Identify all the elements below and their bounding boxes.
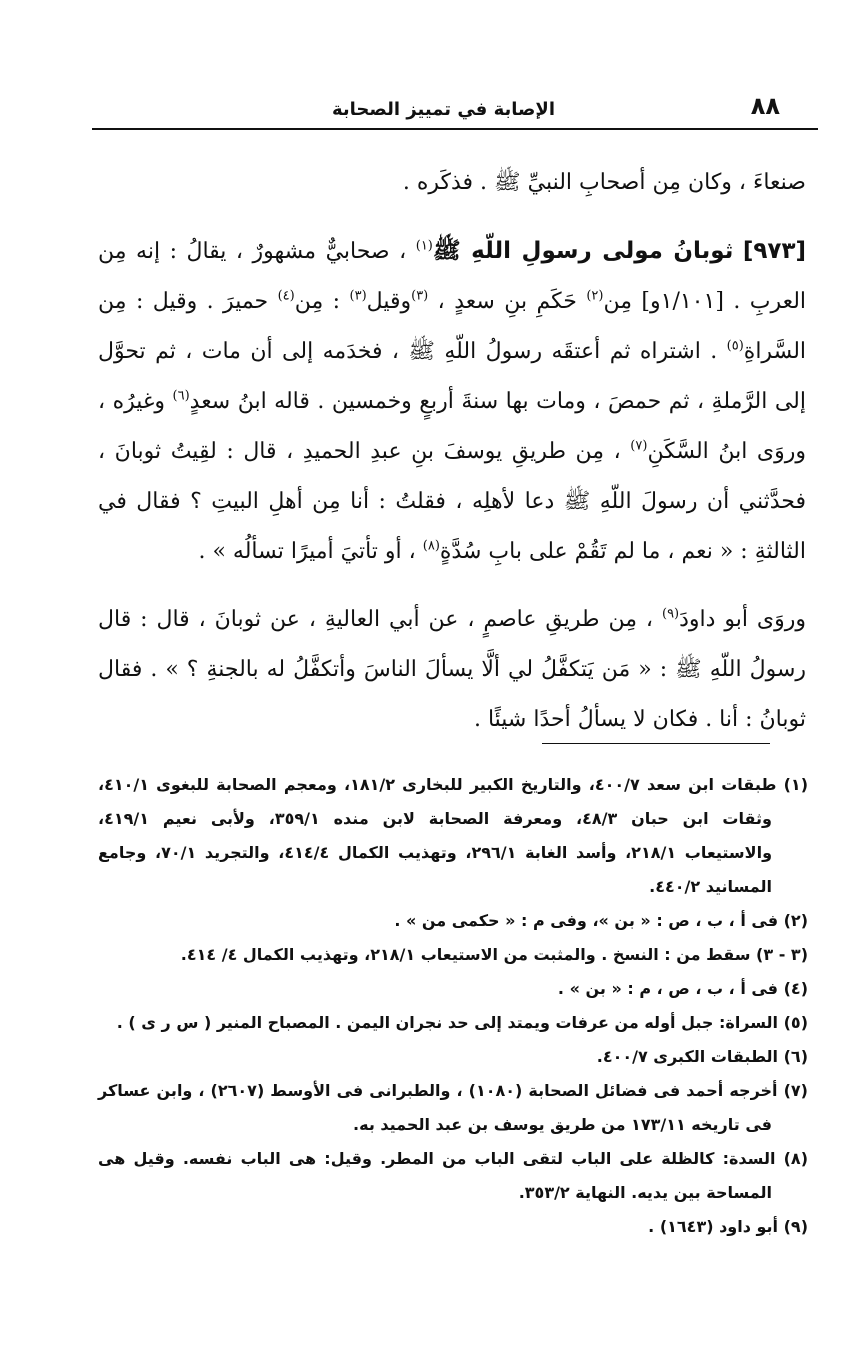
footnote-6: (٦) الطبقات الكبرى ٤٠٠/٧.	[596, 1047, 808, 1066]
footnote-3: (٣ - ٣) سقط من : النسخ . والمثبت من الاستيعاب ٢١٨/١، وتهذيب الكمال ٤/ ٤١٤.	[180, 945, 808, 964]
paragraph-3-text: ، مِن طريقِ عاصمٍ ، عن أبي العاليةِ ، عن ثوبانَ ، قال : قال رسولُ اللّهِ ﷺ : « مَن يَتكفَّلُ لي ألَّا يسألَ الناسَ وأتكفَّلُ له بالجنةِ ؟ » . فقال ثوبانُ : أنا . فكان لا يسألُ أحدًا شيئًا .	[98, 607, 806, 732]
footnote-7: (٧) أخرجه أحمد فى فضائل الصحابة (١٠٨٠) ، والطبرانى فى الأوسط (٢٦٠٧) ، وابن عساكر فى تاريخه ١٧٣/١١ من طريق يوسف بن عبد الحميد به.	[98, 1081, 808, 1134]
entry-name: ثوبانُ مولى رسولِ اللّهِ ﷺ	[432, 238, 734, 264]
entry-text: ، أو تأتيَ أميرًا تسألُه » .	[198, 539, 416, 564]
footnote-ref-6[interactable]: (٦)	[172, 388, 190, 404]
paragraph-3-text: وروَى أبو داودَ	[679, 607, 806, 632]
main-text	[98, 158, 806, 745]
page-header	[92, 80, 818, 120]
footnote-ref-7[interactable]: (٧)	[630, 438, 648, 454]
entry-text: . اشتراه ثم أعتقَه رسولُ اللّهِ ﷺ ، فخدَمه إلى أن مات ، ثم تحوَّل إلى الرَّملةِ ، ثم حمصَ ، ومات بها سنةَ أربعٍ وخمسين . قاله ابنُ سعدٍ	[98, 339, 806, 414]
footnote-2: (٢) فى أ ، ب ، ص : « بن »، وفى م : « حكمى من » .	[394, 911, 808, 930]
paragraph-3	[98, 595, 806, 745]
footnote-ref-1[interactable]: (١)	[415, 238, 433, 254]
footnote-5: (٥) السراة: جبل أوله من عرفات ويمتد إلى حد نجران اليمن . المصباح المنير ( س ر ى ) .	[116, 1013, 808, 1032]
footnote-separator	[542, 743, 770, 744]
entry-text: وغيرُه ، وروَى ابنُ السَّكَنِ	[98, 389, 806, 464]
footnote-ref-3-end[interactable]: (٣)	[349, 288, 367, 304]
entry-text: حَكَمِ بنِ سعدٍ ،	[437, 289, 577, 314]
entry-text: ، صحابيٌّ مشهورٌ ، يقالُ : إنه مِن العربِ . [١/١٠١و] مِن	[98, 239, 807, 314]
footnote-ref-5[interactable]: (٥)	[726, 338, 744, 354]
footnote-ref-3[interactable]: (٣)	[411, 288, 429, 304]
footnote-8: (٨) السدة: كالظلة على الباب لتقى الباب من المطر. وقيل: هى الباب نفسه. وقيل هى المساحة بين يديه. النهاية ٣٥٣/٢.	[98, 1149, 808, 1202]
footnote-ref-9[interactable]: (٩)	[661, 606, 680, 622]
footnote-ref-2[interactable]: (٢)	[586, 288, 604, 304]
footnote-ref-4[interactable]: (٤)	[277, 288, 295, 304]
footnote-9: (٩) أبو داود (١٦٤٣) .	[648, 1217, 808, 1236]
page-number: ٨٨	[750, 92, 780, 120]
footnote-ref-8[interactable]: (٨)	[422, 538, 440, 554]
header-rule	[92, 128, 818, 130]
footnotes	[98, 768, 808, 1244]
running-title: الإصابة في تمييز الصحابة	[332, 99, 555, 120]
entry-text: ، مِن طريقِ يوسفَ بنِ عبدِ الحميدِ ، قال : لقِيتُ ثوبانَ ، فحدَّثني أن رسولَ اللّهِ ﷺ دعا لأهلِه ، فقلتُ : أنا مِن أهلِ البيتِ ؟ فقال في الثالثةِ : « نعم ، ما لم تَقُمْ على بابِ سُدَّةٍ	[98, 439, 806, 564]
footnote-1: (١) طبقات ابن سعد ٤٠٠/٧، والتاريخ الكبير للبخارى ١٨١/٢، ومعجم الصحابة للبغوى ٤١٠/١، وثقات ابن حبان ٤٨/٣، ومعرفة الصحابة لابن منده ٣٥٩/١، ولأبى نعيم ٤١٩/١، والاستيعاب ٢١٨/١، وأسد الغابة ٢٩٦/١، وتهذيب الكمال ٤١٤/٤، والتجريد ٧٠/١، وجامع المسانيد ٤٤٠/٢.	[98, 775, 808, 896]
entry-text: حميرَ . وقيل : مِن السَّراةِ	[98, 289, 807, 364]
entry-text: وقيل	[366, 289, 412, 314]
paragraph-1-text: صنعاءَ ، وكان مِن أصحابِ النبيِّ ﷺ . فذكَره .	[402, 170, 806, 195]
entry-text: : مِن	[294, 289, 341, 314]
footnote-4: (٤) فى أ ، ب ، ص ، م : « بن » .	[557, 979, 808, 998]
entry-number: [٩٧٣]	[742, 238, 807, 264]
paragraph-1	[98, 158, 806, 208]
entry-973	[98, 226, 806, 577]
